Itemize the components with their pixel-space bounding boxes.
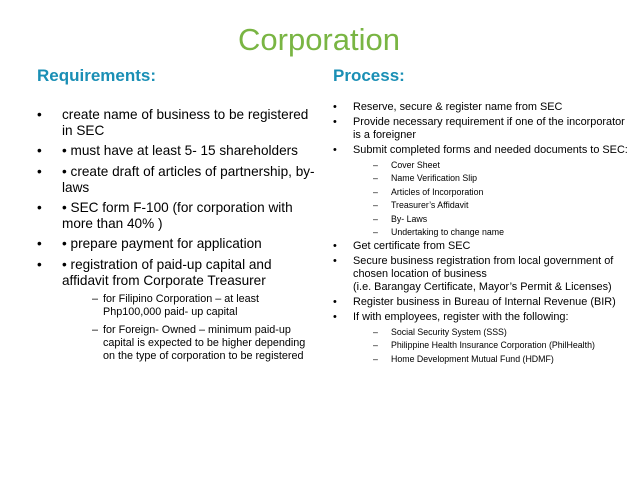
process-text: If with employees, register with the following:	[353, 310, 569, 323]
requirement-text: • must have at least 5- 15 shareholders	[62, 143, 298, 159]
list-item	[353, 186, 633, 198]
requirement-text: • registration of paid-up capital and affidavit from Corporate Treasurer	[62, 256, 272, 288]
list-item	[333, 296, 633, 309]
list-item	[333, 311, 633, 365]
bullet-icon: •	[37, 256, 42, 272]
dash-icon: –	[373, 173, 378, 184]
document-text: Treasurer’s Affidavit	[391, 200, 469, 211]
list-item	[37, 200, 317, 232]
dash-icon: –	[373, 326, 378, 337]
list-item	[37, 164, 317, 196]
bullet-icon: •	[333, 115, 337, 128]
dash-icon: –	[92, 293, 99, 306]
bullet-icon: •	[333, 255, 337, 268]
documents-sublist	[353, 159, 633, 239]
list-item	[37, 236, 317, 252]
process-text: Secure business registration from local government of chosen location of business	[353, 255, 614, 280]
agency-text: Home Development Mutual Fund (HDMF)	[391, 353, 554, 364]
list-item	[353, 213, 633, 225]
agency-text: Philippine Health Insurance Corporation (PhilHealth)	[391, 340, 595, 351]
list-item	[37, 257, 317, 363]
subitem-text: for Foreign- Owned – minimum paid-up capital is expected to be higher depending on the type of corporation to be registered	[103, 324, 306, 362]
document-text: Undertaking to change name	[391, 227, 504, 238]
list-item	[333, 240, 633, 253]
process-list	[333, 101, 633, 365]
document-text: Articles of Incorporation	[391, 186, 484, 197]
dash-icon: –	[92, 324, 99, 337]
dash-icon: –	[373, 159, 378, 170]
dash-icon: –	[373, 340, 378, 351]
list-item	[353, 353, 633, 365]
bullet-icon: •	[37, 236, 42, 252]
process-text: Submit completed forms and needed documents to SEC:	[353, 143, 628, 156]
list-item	[353, 226, 633, 238]
bullet-icon: •	[333, 240, 337, 253]
list-item	[60, 293, 317, 318]
process-text: Reserve, secure & register name from SEC	[353, 101, 563, 113]
dash-icon: –	[373, 227, 378, 238]
requirement-text: create name of business to be registered in SEC	[62, 107, 309, 139]
permit-note: (i.e. Barangay Certificate, Mayor’s Permit & Licenses)	[353, 280, 612, 293]
process-text: Provide necessary requirement if one of the incorporator is a foreigner	[353, 115, 625, 141]
list-item	[60, 324, 317, 362]
dash-icon: –	[373, 200, 378, 211]
list-item	[353, 159, 633, 171]
list-item	[353, 326, 633, 338]
agencies-sublist	[353, 326, 633, 365]
bullet-icon: •	[333, 101, 337, 113]
requirement-text: • SEC form F-100 (for corporation with more than 40% )	[62, 200, 293, 232]
list-item	[353, 339, 633, 351]
slide-title: Corporation	[238, 22, 400, 57]
process-column	[333, 66, 633, 367]
process-text: Get certificate from SEC	[353, 240, 471, 253]
list-item	[333, 144, 633, 238]
bullet-icon: •	[333, 143, 337, 156]
list-item	[37, 143, 317, 159]
requirement-text: • prepare payment for application	[62, 236, 262, 252]
requirements-list	[37, 107, 317, 363]
agency-text: Social Security System (SSS)	[391, 326, 507, 337]
document-text: Name Verification Slip	[391, 173, 478, 184]
list-item	[333, 101, 633, 114]
dash-icon: –	[373, 353, 378, 364]
process-text: Register business in Bureau of Internal Revenue (BIR)	[353, 295, 616, 308]
bullet-icon: •	[37, 200, 42, 216]
document-text: Cover Sheet	[391, 159, 440, 170]
bullet-icon: •	[37, 107, 42, 122]
bullet-icon: •	[37, 143, 42, 159]
list-item	[333, 116, 633, 142]
subitem-text: for Filipino Corporation – at least Php100,000 paid- up capital	[103, 293, 260, 318]
dash-icon: –	[373, 186, 378, 197]
requirement-text: • create draft of articles of partnership, by- laws	[62, 163, 315, 195]
capital-sublist	[60, 293, 317, 363]
requirements-heading: Requirements:	[37, 66, 157, 85]
list-item	[353, 199, 633, 211]
process-heading: Process:	[333, 66, 405, 85]
list-item	[353, 172, 633, 184]
list-item	[37, 107, 317, 139]
list-item	[333, 255, 633, 294]
bullet-icon: •	[37, 163, 42, 179]
dash-icon: –	[373, 213, 378, 224]
document-text: By- Laws	[391, 213, 428, 224]
bullet-icon: •	[333, 310, 337, 323]
bullet-icon: •	[333, 295, 337, 308]
requirements-column	[37, 66, 317, 369]
